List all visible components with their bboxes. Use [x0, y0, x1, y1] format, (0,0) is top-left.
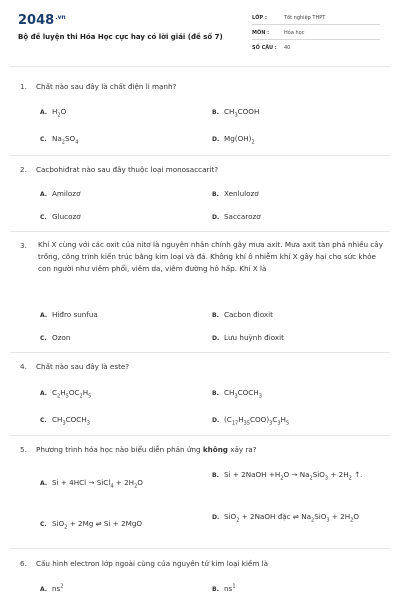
question-5	[20, 445, 257, 454]
question-text: Chất nào sau đây là este?	[36, 362, 130, 371]
question-3-text: Khí X cùng với các oxit của nitơ là nguyên nhân chính gây mưa axit. Mưa axit tàn phá nhiều cây trồng, công trình kiến trúc bằng kim loại và đá. Không khí ô nhiễm khí X gây hại cho sức khỏe con người như viêm phổi, viêm da, viêm đường hô hấp. Khí X là	[38, 240, 383, 273]
option-text: Amilozơ	[52, 189, 81, 198]
option-letter: A.	[40, 312, 48, 319]
option-text: $Mg(OH)_2$	[224, 134, 255, 146]
option-text: Xenlulozơ	[224, 189, 259, 198]
question-text: Phương trình hóa học nào biểu diễn phản ứng	[36, 445, 203, 454]
option-letter: A.	[40, 390, 48, 397]
question-4-option-c[interactable]	[40, 415, 90, 426]
question-2-option-b[interactable]	[212, 189, 259, 198]
grade-value: Tốt nghiệp THPT	[284, 15, 326, 21]
question-number: 3.	[20, 241, 27, 250]
subject-value: Hóa học	[284, 30, 305, 36]
question-6-option-a[interactable]	[40, 584, 64, 593]
option-letter: C.	[40, 417, 47, 424]
option-text: $Na_2SO_4$	[52, 134, 79, 146]
question-2	[20, 165, 218, 174]
question-2-option-d[interactable]	[212, 212, 261, 221]
question-3-option-a[interactable]	[40, 310, 98, 319]
question-3-number-wrap	[20, 241, 36, 250]
option-text: $CH_3COOH$	[224, 107, 260, 119]
document-header	[0, 0, 400, 66]
question-divider	[10, 352, 390, 353]
question-count-value: 40	[284, 45, 291, 51]
question-number: 6.	[20, 559, 27, 568]
option-text: Si + 4HCl → SiCl$_4$ + $2H_2O$	[52, 478, 143, 490]
option-text: Saccarozơ	[224, 212, 261, 221]
question-text: Cấu hình electron lớp ngoài cùng của nguyên tử kim loại kiềm là	[36, 559, 269, 568]
question-number: 2.	[20, 165, 27, 174]
option-text: Hiđro sunfua	[52, 310, 98, 319]
option-letter: C.	[40, 335, 47, 342]
option-text: Ozon	[52, 333, 71, 342]
question-2-option-c[interactable]	[40, 212, 81, 221]
question-6-option-b[interactable]	[212, 584, 236, 593]
question-4	[20, 362, 129, 371]
question-4-option-a[interactable]	[40, 388, 91, 399]
option-letter: B.	[212, 191, 219, 198]
option-letter: B.	[212, 390, 219, 397]
option-text: SiO$_2$ + 2Mg ⇌ Si + 2MgO	[52, 519, 143, 531]
option-text: Glucozơ	[52, 212, 81, 221]
question-text: xảy ra?	[227, 445, 257, 454]
question-text: Cacbohiđrat nào sau đây thuộc loại monosaccarit?	[36, 165, 219, 174]
question-number: 4.	[20, 362, 27, 371]
option-text: Cacbon đioxit	[224, 310, 273, 319]
question-1	[20, 82, 176, 91]
question-5-option-b[interactable]	[212, 469, 377, 484]
option-text: $H_2O$	[52, 107, 67, 119]
option-letter: C.	[40, 214, 47, 221]
option-letter: A.	[40, 480, 48, 487]
question-2-option-a[interactable]	[40, 189, 80, 198]
option-text: $CH_3COCH_3$	[52, 415, 90, 427]
logo-main-text: 2048	[18, 13, 55, 28]
option-letter: D.	[212, 335, 220, 342]
option-letter: B.	[212, 312, 219, 319]
header-divider	[10, 66, 390, 67]
option-text: SiO$_2$ + 2NaOH đặc ⇌ $Na_2SiO_3 + 2H_2O$	[224, 512, 360, 524]
option-letter: B.	[212, 109, 219, 116]
question-1-option-d[interactable]	[212, 134, 255, 145]
meta-divider	[252, 39, 380, 40]
question-text: Chất nào sau đây là chất điện li mạnh?	[36, 82, 177, 91]
question-count-label: SỐ CÂU :	[252, 45, 277, 51]
logo-tld-text: .vn	[55, 13, 66, 21]
option-text: $(C_{17}H_{35}COO)_3C_3H_5$	[224, 415, 290, 427]
option-letter: D.	[212, 214, 220, 221]
question-3-option-b[interactable]	[212, 310, 273, 319]
question-1-option-c[interactable]	[40, 134, 78, 145]
question-5-option-a[interactable]	[40, 478, 143, 489]
option-text: $C_2H_5OC_2H_5$	[52, 388, 92, 400]
question-4-option-b[interactable]	[212, 388, 262, 399]
question-1-option-b[interactable]	[212, 107, 259, 118]
option-text: $ns^1$	[224, 584, 236, 594]
question-5-option-c[interactable]	[40, 519, 142, 530]
option-letter: D.	[212, 514, 220, 521]
option-text: Si + 2NaOH $+H_2O \to Na_2SiO_3 + 2H_2$ ↑.	[224, 470, 363, 482]
site-logo[interactable]	[18, 13, 66, 28]
question-divider	[10, 231, 390, 232]
question-1-option-a[interactable]	[40, 107, 66, 118]
option-text: $ns^2$	[52, 584, 64, 594]
question-number: 1.	[20, 82, 27, 91]
option-letter: B.	[212, 586, 219, 594]
subject-label: MÔN :	[252, 30, 270, 36]
question-text-emphasis: không	[202, 445, 228, 454]
option-text: Lưu huỳnh đioxit	[224, 333, 284, 342]
question-number: 5.	[20, 445, 27, 454]
meta-divider	[252, 24, 380, 25]
question-5-option-d[interactable]	[212, 511, 377, 526]
option-letter: C.	[40, 136, 47, 143]
question-6	[20, 559, 268, 568]
question-divider	[10, 548, 390, 549]
question-3-option-d[interactable]	[212, 333, 284, 342]
question-4-option-d[interactable]	[212, 415, 289, 426]
option-letter: B.	[212, 472, 219, 479]
option-letter: A.	[40, 586, 48, 594]
question-3-option-c[interactable]	[40, 333, 70, 342]
option-letter: C.	[40, 521, 47, 528]
option-letter: A.	[40, 109, 48, 116]
question-divider	[10, 155, 390, 156]
option-letter: A.	[40, 191, 48, 198]
option-letter: D.	[212, 417, 220, 424]
option-text: $CH_3COCH_3$	[224, 388, 262, 400]
document-title: Bộ đề luyện thi Hóa Học cực hay có lời giải (đề số 7)	[18, 33, 223, 41]
question-divider	[10, 435, 390, 436]
grade-label: LỚP :	[252, 15, 267, 21]
option-letter: D.	[212, 136, 220, 143]
